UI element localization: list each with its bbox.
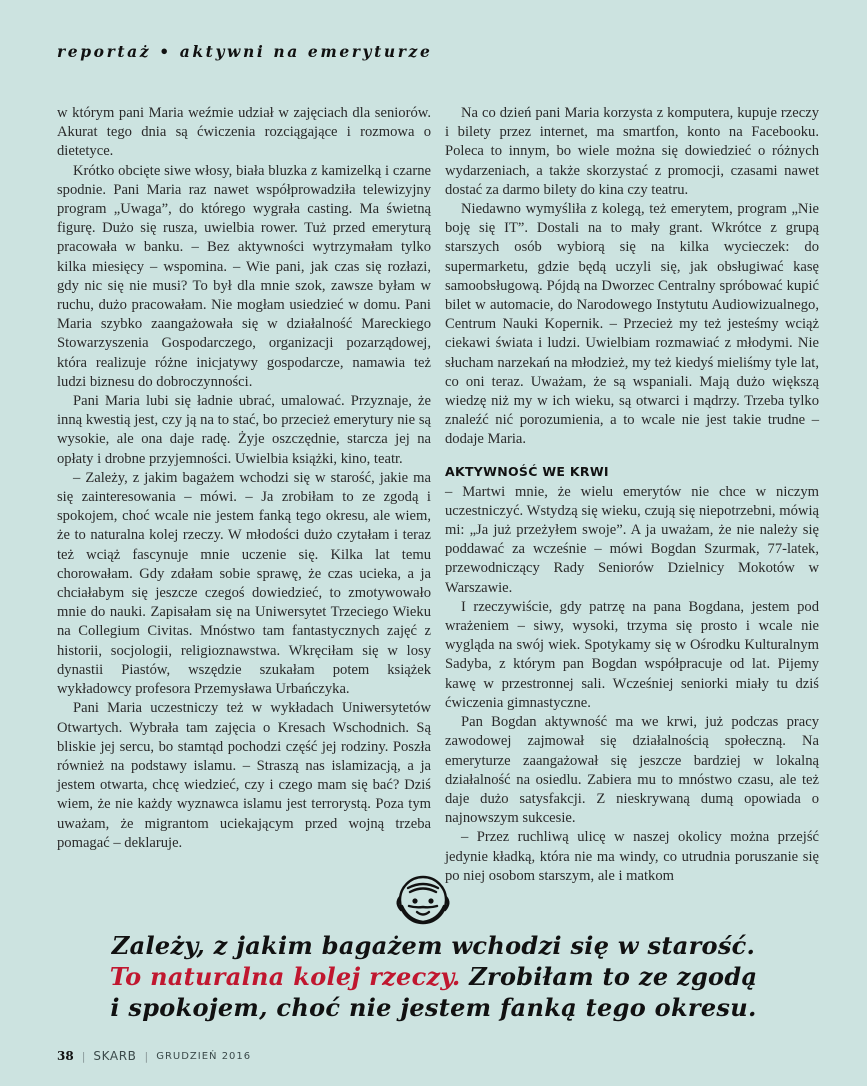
section-topic: aktywni na emeryturze	[179, 42, 433, 61]
quote-line-1: Zależy, z jakim bagażem wchodzi się w starość.	[111, 931, 756, 960]
section-header	[57, 42, 432, 61]
page-number: 38	[57, 1049, 74, 1063]
paragraph: Niedawno wymyśliła z kolegą, też emerytem, program „Nie boję się IT”. Dostali na to mały grant. Wkrótce z grupą starszych osób wybiorą się na kilka wycieczek: do supermarketu, gdzie będą uczyli się, jak obsługiwać kasę samoobsługową. Pójdą na Dworzec Centralny spróbować kupić bilet w automacie, do Narodowego Instytutu Audiowizualnego, Centrum Nauki Kopernik. – Przecież my też jesteśmy wciąż ciekawi świata i ludzi. Uwielbiam rozmawiać z młodymi. Nie słucham narzekań na młodzież, my też kiedyś mieliśmy tyle lat, co oni teraz. Uważam, że są wspaniali. Mają dużo większą wiedzę niż my w ich wieku, są otwarci i mądrzy. Trzeba tylko znaleźć nić porozumienia, a to wcale nie jest takie trudne – dodaje Maria.	[445, 201, 819, 448]
paragraph: – Przez ruchliwą ulicę w naszej okolicy można przejść jedynie kładką, która nie ma windy, co utrudnia poruszanie się po niej osobom starszym, ale i matkom	[445, 829, 819, 884]
section-label: reportaż	[57, 42, 152, 61]
issue-date: GRUDZIEŃ 2016	[156, 1050, 252, 1062]
elderly-man-face-icon	[388, 870, 458, 930]
subheading: AKTYWNOŚĆ WE KRWI	[445, 463, 609, 479]
pull-quote	[40, 930, 827, 1023]
page-footer	[57, 1049, 251, 1063]
footer-separator: |	[144, 1049, 149, 1063]
paragraph: I rzeczywiście, gdy patrzę na pana Bogdana, jestem pod wrażeniem – siwy, wysoki, trzyma się prosto i wcale nie wygląda na swój wiek. Spotykamy się w Ośrodku Kulturalnym Sadyba, z którym pan Bogdan współpracuje od lat. Pijemy kawę w przestronnej sali. Wcześniej seniorki miały tu dziś ćwiczenia gimnastyczne.	[445, 598, 819, 711]
quote-accent: To naturalna kolej rzeczy.	[109, 962, 461, 991]
paragraph: Pani Maria uczestniczy też w wykładach Uniwersytetów Otwartych. Wybrała tam zajęcia o Kresach Wschodnich. Są bliskie jej sercu, bo stamtąd pochodzi część jej rodziny. Poszła również na podstawy islamu. – Straszą nas islamizacją, a ja jestem otwarta, chcę wiedzieć, czy i czego mam się bać? Dziś wiem, że nie każdy wyznawca islamu jest terrorystą. Poza tym uważam, że migrantom uciekającym przed wojną trzeba pomagać – deklaruje.	[57, 700, 431, 851]
quote-line-3: i spokojem, choć nie jestem fanką tego okresu.	[110, 993, 757, 1022]
quote-line-2-rest: Zrobiłam to ze zgodą	[460, 962, 758, 991]
quote-line-2	[40, 961, 827, 992]
right-column	[445, 104, 819, 886]
paragraph: Pani Maria lubi się ładnie ubrać, umalować. Przyznaje, że inną kwestią jest, czy ją na to stać, bo przecież emerytury nie są wysokie, ale ona daje radę. Żyje oszczędnie, starcza jej na opłaty i drobne przyjemności. Uwielbia książki, kino, teatr.	[57, 393, 431, 467]
paragraph: Na co dzień pani Maria korzysta z komputera, kupuje rzeczy i bilety przez internet, ma smartfon, konto na Facebooku. Poleca to innym, bo wiele można się dowiedzieć o różnych wydarzeniach, a także skorzystać z promocji, czasami nawet dostać za darmo bilety do kina czy teatru.	[445, 105, 819, 198]
paragraph: – Martwi mnie, że wielu emerytów nie chce w niczym uczestniczyć. Wstydzą się wieku, czują się niepotrzebni, mówią mi: „Ja już przeżyłem swoje”. A ja uważam, że nie należy się poddawać za wcześnie – mówi Bogdan Szurmak, 77-latek, przewodniczący Rady Seniorów Dzielnicy Mokotów w Warszawie.	[445, 483, 819, 596]
left-column	[57, 104, 431, 853]
paragraph: Pan Bogdan aktywność ma we krwi, już podczas pracy zawodowej zajmował się działalnością społeczną. Na emeryturze zaangażował się jeszcze bardziej w lokalną działalność na osiedlu. Zabiera mu to mnóstwo czasu, ale też daje dużo satysfakcji. Z nieskrywaną dumą opowiada o najnowszym sukcesie.	[445, 714, 819, 827]
footer-separator: |	[81, 1049, 86, 1063]
paragraph: w którym pani Maria weźmie udział w zajęciach dla seniorów. Akurat tego dnia są ćwiczenia rozciągające i rozmowa o dietetyce.	[57, 105, 431, 160]
paragraph: Krótko obcięte siwe włosy, biała bluzka z kamizelką i czarne spodnie. Pani Maria raz nawet współprowadziła telewizyjny program „Uwaga”, do którego wygrała casting. Ma świetną figurę. Dużo się rusza, uwielbia rower. Tuż przed emeryturą pracowała w banku. – Bez aktywności wytrzymałam tylko kilka miesięcy – wspomina. – Wie pani, jak czas się rozłazi, gdy nic się nie musi? To był dla mnie szok, zawsze byłam w ruchu, dużo pracowałam. Nie mogłam usiedzieć w domu. Pani Maria szybko zaangażowała się w działalność Mareckiego Stowarzyszenia Gospodarczego, organizacji pozarządowej, która realizuje różne inicjatywy gospodarcze, namawia też ludzi biznesu do dobroczynności.	[57, 162, 431, 390]
bullet-separator: •	[159, 42, 172, 61]
paragraph: – Zależy, z jakim bagażem wchodzi się w starość, jakie ma się zainteresowania – mówi. – Ja zrobiłam to ze zgodą i spokojem, choć wcale nie jestem fanką tego okresu, ale wiem, że to naturalna kolej rzeczy. W młodości dużo czytałam i teraz też wciąż fascynuje mnie uczenie się. Kilka lat temu chorowałam. Gdy zdałam sobie sprawę, że czas ucieka, a ja chciałabym się jeszcze czegoś dowiedzieć, to zmotywowało mnie do nauki. Zapisałam się na Uniwersytet Trzeciego Wieku na Collegium Civitas. Mnóstwo tam fantastycznych zajęć z historii, socjologii, religioznawstwa. Wkręciłam się w losy dynastii Piastów, wszędzie szukałam potem książek wykładowcy profesora Przemysława Urbańczyka.	[57, 469, 431, 698]
magazine-name: SKARB	[93, 1049, 137, 1063]
